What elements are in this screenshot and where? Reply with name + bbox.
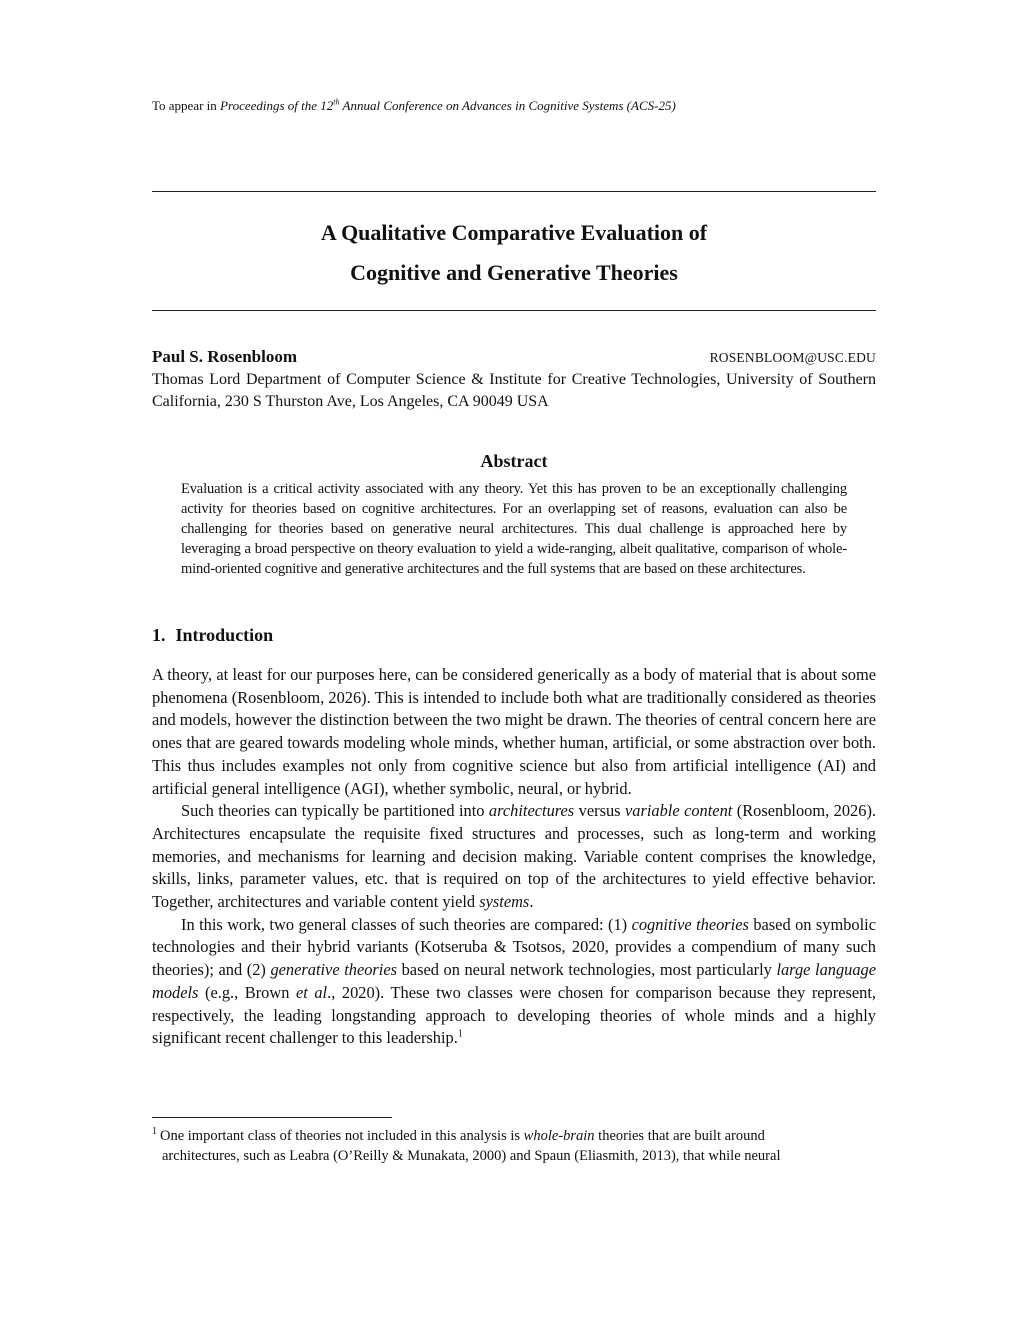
title-rule-bottom <box>152 310 876 311</box>
paragraph-1: A theory, at least for our purposes here, can be considered generically as a body of material that is about some phenomena (Rosenbloom, 2026). This is intended to include both what are traditionally considered as theories and models, however the distinction between the two might be drawn. The theories of central concern here are ones that are geared towards modeling whole minds, whether human, artificial, or some abstraction over both. This thus includes examples not only from cognitive science but also from artificial intelligence (AI) and artificial general intelligence (AGI), whether symbolic, neural, or hybrid. <box>152 665 876 798</box>
author-affiliation: Thomas Lord Department of Computer Science & Institute for Creative Technologies, University of Southern California, 230 S Thurston Ave, Los Angeles, CA 90049 USA <box>152 371 876 410</box>
header-venue: Proceedings of the 12th Annual Conference on Advances in Cognitive Systems (ACS-25) <box>220 97 676 113</box>
abstract-heading: Abstract <box>480 451 548 471</box>
author-email: ROSENBLOOM@USC.EDU <box>709 350 876 365</box>
section-heading <box>152 625 273 646</box>
running-header <box>152 98 676 114</box>
footnote: $^1$ One important class of theories not included in this analysis is whole-brain theories that are built around architectures, such as Leabra (O’Reilly & Munakata, 2000) and Spaun (Eliasmith, 2013), that while neural <box>152 1126 781 1164</box>
footnote-marker: 1 <box>457 1028 463 1040</box>
abstract-text: Evaluation is a critical activity associated with any theory. Yet this has proven to be an exceptionally challenging activity for theories based on cognitive architectures. For an overlapping set of reasons, evaluation can also be challenging for theories based on generative neural architectures. This dual challenge is approached here by leveraging a broad perspective on theory evaluation to yield a wide-ranging, albeit qualitative, comparison of whole-mind-oriented cognitive and generative architectures and the full systems that are based on these architectures. <box>181 481 847 577</box>
footnote-number: 1 <box>152 1126 157 1138</box>
section-number: 1. <box>152 625 166 645</box>
paper-title-line-1: A Qualitative Comparative Evaluation of <box>320 220 708 245</box>
paragraph-2: Such theories can typically be partitioned into architectures versus variable content (Rosenbloom, 2026). Architectures encapsulate the requisite fixed structures and processes, such as long-term and working memories, and mechanisms for learning and decision making. Variable content comprises the knowledge, skills, links, parameter values, etc. that is required on top of the architectures to yield effective behavior. Together, architectures and variable content yield systems. <box>152 801 876 912</box>
header-prefix: To appear in <box>152 98 221 113</box>
footnote-rule <box>152 1117 392 1118</box>
author-block <box>152 347 876 369</box>
paragraph-3: In this work, two general classes of such theories are compared: (1) cognitive theories based on symbolic technologies and their hybrid variants (Kotseruba & Tsotsos, 2020, provides a compendium of many such theories); and (2) generative theories based on neural network technologies, most particularly large language models (e.g., Brown et al., 2020). These two classes were chosen for comparison because they represent, respectively, the leading longstanding approach to developing theories of whole minds and a highly significant recent challenger to this leadership.$^1$ <box>152 914 877 1048</box>
title-rule-top <box>152 191 876 192</box>
section-title: Introduction <box>175 625 274 645</box>
section-body <box>152 664 876 1050</box>
paper-title-line-2: Cognitive and Generative Theories <box>350 260 678 285</box>
author-name: Paul S. Rosenbloom <box>152 347 297 366</box>
